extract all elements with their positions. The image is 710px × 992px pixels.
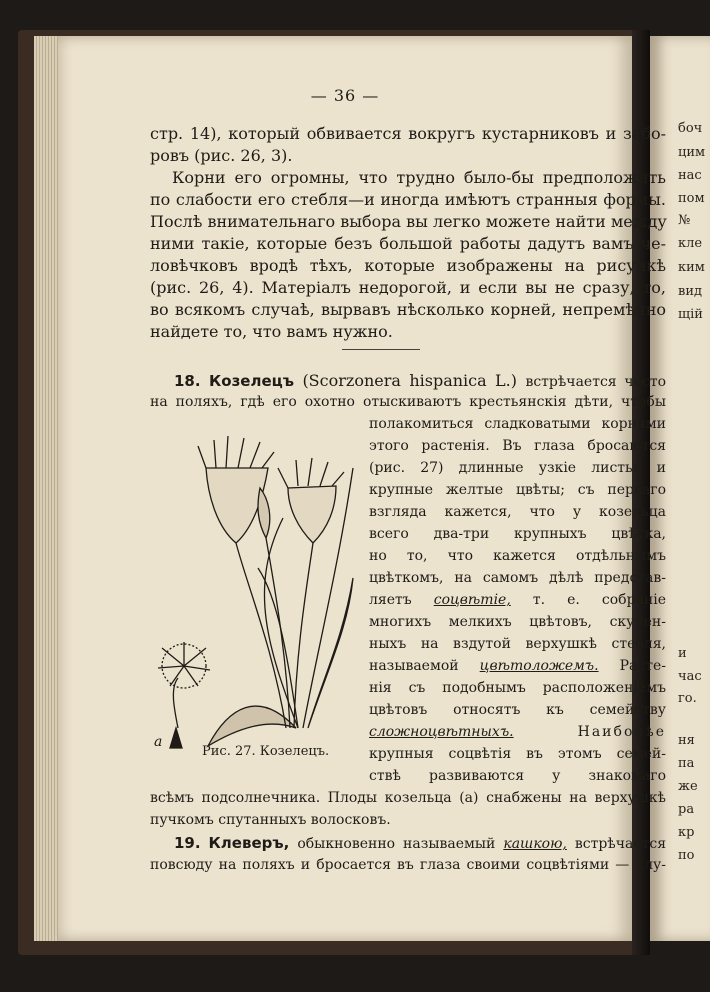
right-page-fragment: кле (678, 236, 703, 251)
left-page (58, 36, 667, 941)
text-fragment: встрѣчается часто (525, 374, 667, 390)
scorzonera-illustration (148, 428, 360, 754)
section-number: 19. (174, 834, 201, 852)
text-line: цвѣтовъ относятъ къ семейству (369, 702, 666, 718)
right-page-fragment: па (678, 756, 695, 771)
text-line: пучкомъ спутанныхъ волосковъ. (150, 812, 391, 828)
section-18-heading (174, 373, 666, 389)
text-fragment: ляетъ (369, 592, 412, 608)
right-page-fragment: цим (678, 145, 706, 160)
text-line: ныхъ на вздутой верхушкѣ стебля, (369, 636, 666, 652)
text-line (369, 725, 666, 739)
section-title: Клеверъ, (208, 834, 290, 852)
right-page-fragment: и (678, 646, 687, 661)
right-page-fragment: ким (678, 260, 705, 275)
text-fragment: называемой (369, 658, 459, 674)
italic-term: сложноцвѣтныхъ. (369, 724, 514, 740)
text-line: стр. 14), который обвивается вокругъ кустарниковъ и забо- (150, 124, 666, 143)
text-line (369, 659, 666, 673)
text-line: по слабости его стебля—и иногда имѣютъ странныя формы. (150, 190, 666, 209)
text-line: повсюду на поляхъ и бросается въ глаза своими соцвѣтіями — клу- (150, 857, 666, 873)
right-page-fragment: ра (678, 802, 695, 817)
text-fragment: т. е. собраніе (532, 592, 667, 608)
page-number: — 36 — (310, 86, 380, 105)
text-fragment: Наиболѣе (577, 724, 666, 740)
text-line: нія съ подобнымъ расположеніемъ (369, 680, 666, 696)
italic-term: соцвѣтіе, (433, 592, 511, 608)
text-line: крупные желтые цвѣты; съ перваго (369, 482, 666, 498)
text-line: ровъ (рис. 26, 3). (150, 146, 293, 165)
right-page-fragment: нас (678, 168, 702, 183)
right-page-fragment: по (678, 848, 695, 863)
text-line: крупныя соцвѣтія въ этомъ семей- (369, 746, 666, 762)
text-line: взгляда кажется, что у козельца (369, 504, 666, 520)
section-title: Козелецъ (209, 372, 295, 390)
text-line: этого растенія. Въ глаза бросаются (369, 438, 666, 454)
text-line: ними такіе, которые безъ большой работы дадутъ вамъ че- (150, 234, 666, 253)
text-line: на поляхъ, гдѣ его охотно отыскиваютъ крестьянскія дѣти, чтобы (150, 394, 666, 410)
text-fragment: Расте- (619, 658, 666, 674)
text-line: Послѣ внимательнаго выбора вы легко можете найти между (150, 212, 667, 231)
section-divider (342, 349, 420, 350)
text-line: цвѣткомъ, на самомъ дѣлѣ представ- (369, 570, 666, 586)
section-19-heading (174, 836, 666, 851)
right-page-fragment: боч (678, 121, 703, 136)
text-line: полакомиться сладковатыми корнями (369, 416, 666, 432)
plant-drawing (148, 428, 360, 754)
right-page-fragment: кр (678, 825, 695, 840)
text-fragment: встрѣчается (574, 836, 667, 852)
latin-name: (Scorzonera hispanica L.) (302, 371, 518, 390)
text-line: (рис. 26, 4). Матеріалъ недорогой, и если вы не сразу, то, (150, 278, 666, 297)
right-page-fragment: час (678, 669, 702, 684)
right-page-fragment: го. (678, 691, 697, 706)
right-page-fragment: № (678, 213, 691, 228)
right-page-fragment: щій (678, 307, 703, 322)
text-line: всѣмъ подсолнечника. Плоды козельца (а) снабжены на верхушкѣ (150, 790, 666, 806)
text-line: найдете то, что вамъ нужно. (150, 322, 393, 341)
text-line: ловѣчковъ вродѣ тѣхъ, которые изображены на рисункѣ (150, 256, 666, 275)
text-line (369, 593, 666, 607)
text-line: во всякомъ случаѣ, вырвавъ нѣсколько корней, непремѣнно (150, 300, 666, 319)
text-line: (рис. 27) длинные узкіе листья и (369, 460, 666, 476)
text-line: всего два-три крупныхъ цвѣтка, (369, 526, 666, 542)
figure-caption: Рис. 27. Козелецъ. (202, 744, 330, 759)
figure-label: a (154, 734, 163, 750)
right-page-fragment: ня (678, 733, 695, 748)
text-line: ствѣ развиваются у знакомаго (369, 768, 666, 784)
section-number: 18. (174, 372, 201, 390)
italic-term: цвѣтоложемъ. (479, 658, 599, 674)
right-page-fragment: вид (678, 284, 702, 299)
text-line: Корни его огромны, что трудно было-бы предположить (172, 168, 666, 187)
right-page-fragment: пом (678, 191, 705, 206)
text-line: многихъ мелкихъ цвѣтовъ, скучен- (369, 614, 666, 630)
right-page-fragment: же (678, 779, 698, 794)
text-fragment: обыкновенно называемый (297, 836, 496, 852)
italic-term: кашкою, (503, 836, 567, 852)
text-line: но то, что кажется отдѣльнымъ (369, 548, 666, 564)
